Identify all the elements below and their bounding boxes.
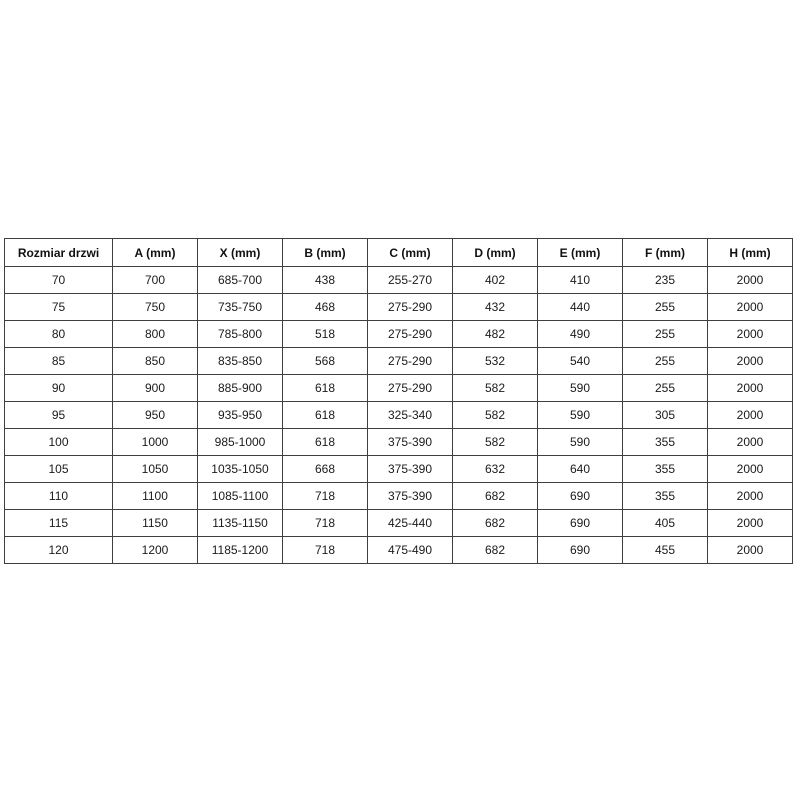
table-cell: 305	[623, 402, 708, 429]
table-cell: 432	[453, 294, 538, 321]
table-cell: 1035-1050	[198, 456, 283, 483]
table-cell: 900	[113, 375, 198, 402]
table-cell: 80	[5, 321, 113, 348]
table-cell: 275-290	[368, 375, 453, 402]
table-cell: 718	[283, 537, 368, 564]
table-cell: 105	[5, 456, 113, 483]
table-cell: 540	[538, 348, 623, 375]
table-cell: 1200	[113, 537, 198, 564]
table-cell: 935-950	[198, 402, 283, 429]
table-body	[5, 267, 793, 564]
table-cell: 582	[453, 402, 538, 429]
table-cell: 718	[283, 483, 368, 510]
table-row	[5, 537, 793, 564]
table-cell: 425-440	[368, 510, 453, 537]
table-cell: 682	[453, 537, 538, 564]
table-cell: 640	[538, 456, 623, 483]
table-cell: 2000	[708, 483, 793, 510]
table-cell: 618	[283, 429, 368, 456]
table-cell: 468	[283, 294, 368, 321]
table-cell: 70	[5, 267, 113, 294]
table-row	[5, 321, 793, 348]
table-cell: 682	[453, 483, 538, 510]
table-cell: 590	[538, 429, 623, 456]
table-cell: 668	[283, 456, 368, 483]
table-cell: 110	[5, 483, 113, 510]
table-row	[5, 510, 793, 537]
header-h-mm: H (mm)	[708, 239, 793, 267]
table-row	[5, 267, 793, 294]
table-row	[5, 348, 793, 375]
table-cell: 1185-1200	[198, 537, 283, 564]
header-d-mm: D (mm)	[453, 239, 538, 267]
header-c-mm: C (mm)	[368, 239, 453, 267]
table-cell: 735-750	[198, 294, 283, 321]
table-row	[5, 456, 793, 483]
table-cell: 455	[623, 537, 708, 564]
header-a-mm: A (mm)	[113, 239, 198, 267]
table-cell: 682	[453, 510, 538, 537]
table-cell: 750	[113, 294, 198, 321]
table-cell: 375-390	[368, 429, 453, 456]
table-cell: 582	[453, 375, 538, 402]
table-cell: 475-490	[368, 537, 453, 564]
table-cell: 375-390	[368, 483, 453, 510]
table-cell: 2000	[708, 456, 793, 483]
table-cell: 518	[283, 321, 368, 348]
table-cell: 255-270	[368, 267, 453, 294]
table-cell: 275-290	[368, 321, 453, 348]
table-cell: 582	[453, 429, 538, 456]
table-cell: 115	[5, 510, 113, 537]
table-cell: 402	[453, 267, 538, 294]
table-cell: 718	[283, 510, 368, 537]
table-cell: 255	[623, 294, 708, 321]
table-cell: 2000	[708, 375, 793, 402]
table-cell: 482	[453, 321, 538, 348]
table-cell: 1000	[113, 429, 198, 456]
table-cell: 690	[538, 537, 623, 564]
table-row	[5, 429, 793, 456]
header-rozmiar-drzwi: Rozmiar drzwi	[5, 239, 113, 267]
table-cell: 590	[538, 402, 623, 429]
table-cell: 438	[283, 267, 368, 294]
table-cell: 355	[623, 429, 708, 456]
table-cell: 255	[623, 321, 708, 348]
table-cell: 885-900	[198, 375, 283, 402]
table-cell: 950	[113, 402, 198, 429]
header-b-mm: B (mm)	[283, 239, 368, 267]
table-row	[5, 483, 793, 510]
table-cell: 985-1000	[198, 429, 283, 456]
header-f-mm: F (mm)	[623, 239, 708, 267]
table-cell: 690	[538, 510, 623, 537]
header-e-mm: E (mm)	[538, 239, 623, 267]
table-cell: 255	[623, 348, 708, 375]
table-cell: 2000	[708, 402, 793, 429]
table-cell: 690	[538, 483, 623, 510]
table-cell: 235	[623, 267, 708, 294]
table-cell: 835-850	[198, 348, 283, 375]
table-cell: 1150	[113, 510, 198, 537]
table-cell: 2000	[708, 429, 793, 456]
table-row	[5, 294, 793, 321]
table-cell: 532	[453, 348, 538, 375]
table-header-row	[5, 239, 793, 267]
table-cell: 275-290	[368, 294, 453, 321]
table-cell: 375-390	[368, 456, 453, 483]
table-cell: 568	[283, 348, 368, 375]
table-row	[5, 402, 793, 429]
table-cell: 632	[453, 456, 538, 483]
table-cell: 275-290	[368, 348, 453, 375]
table-row	[5, 375, 793, 402]
table-cell: 2000	[708, 537, 793, 564]
table-cell: 618	[283, 375, 368, 402]
table-cell: 1085-1100	[198, 483, 283, 510]
table-cell: 1050	[113, 456, 198, 483]
table-cell: 95	[5, 402, 113, 429]
table-cell: 355	[623, 456, 708, 483]
table-cell: 850	[113, 348, 198, 375]
table-cell: 410	[538, 267, 623, 294]
table-cell: 785-800	[198, 321, 283, 348]
table-cell: 2000	[708, 267, 793, 294]
table-cell: 120	[5, 537, 113, 564]
table-cell: 355	[623, 483, 708, 510]
table-cell: 255	[623, 375, 708, 402]
table-cell: 405	[623, 510, 708, 537]
table-cell: 1135-1150	[198, 510, 283, 537]
table-cell: 440	[538, 294, 623, 321]
table-cell: 800	[113, 321, 198, 348]
table-cell: 590	[538, 375, 623, 402]
header-x-mm: X (mm)	[198, 239, 283, 267]
table-cell: 325-340	[368, 402, 453, 429]
size-table-container	[4, 238, 793, 564]
table-cell: 490	[538, 321, 623, 348]
table-cell: 2000	[708, 510, 793, 537]
table-cell: 618	[283, 402, 368, 429]
table-cell: 685-700	[198, 267, 283, 294]
table-cell: 90	[5, 375, 113, 402]
table-cell: 75	[5, 294, 113, 321]
door-size-table	[4, 238, 793, 564]
table-cell: 85	[5, 348, 113, 375]
table-cell: 2000	[708, 321, 793, 348]
table-cell: 100	[5, 429, 113, 456]
table-cell: 1100	[113, 483, 198, 510]
table-cell: 700	[113, 267, 198, 294]
table-cell: 2000	[708, 294, 793, 321]
table-cell: 2000	[708, 348, 793, 375]
